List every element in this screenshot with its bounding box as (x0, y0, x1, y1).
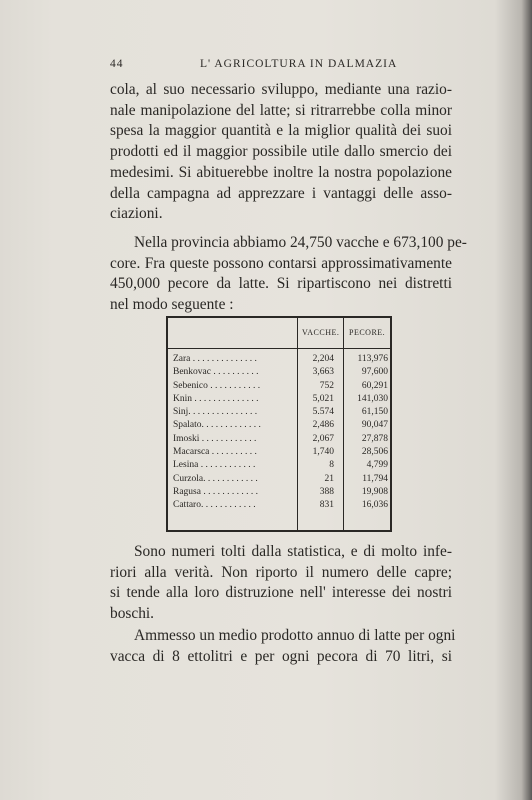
district-cell: Knin . . . . . . . . . . . . . . (173, 393, 259, 404)
table-header (168, 318, 390, 349)
text-line: 450,000 pecore da latte. Si ripartiscono nei distretti (110, 275, 452, 293)
district-cell: Imoski . . . . . . . . . . . . (173, 433, 257, 444)
vacche-cell: 21 (324, 473, 334, 484)
text-line: vacca di 8 ettolitri e per ogni pecora di 70 litri, si (110, 647, 452, 665)
text-line: core. Fra queste possono contarsi approssimativamente (110, 254, 452, 272)
vacche-cell: 5.574 (312, 407, 334, 418)
pecore-cell: 113,976 (357, 354, 388, 364)
text-line: Nella provincia abbiamo 24,750 vacche e 673,100 pe- (134, 234, 467, 251)
pecore-cell: 97,600 (361, 367, 388, 378)
table-row (168, 420, 390, 433)
vacche-cell: 5,021 (312, 393, 334, 404)
district-cell: Macarsca . . . . . . . . . . (173, 447, 257, 458)
table-row (168, 474, 390, 487)
vacche-cell: 2,204 (312, 354, 334, 364)
district-cell: Sebenico . . . . . . . . . . . (173, 380, 261, 391)
vacche-cell: 1,740 (312, 447, 334, 458)
paragraph-4 (110, 626, 456, 667)
text-line: si tende alla loro distruzione nell' interesse dei nostri (110, 584, 452, 602)
text-line: nale manipolazione del latte; si ritrarrebbe colla minor (110, 101, 452, 119)
paragraph-1 (110, 80, 452, 225)
column-header-vacche: VACCHE. (302, 328, 340, 337)
vacche-cell: 2,486 (312, 420, 334, 431)
text-line: della campagna ad apprezzare i vantaggi delle asso- (110, 184, 452, 202)
vacche-cell: 388 (319, 486, 334, 497)
district-cell: Sinj. . . . . . . . . . . . . . . (173, 407, 258, 418)
table-row (168, 447, 390, 460)
text-line: Sono numeri tolti dalla statistica, e di molto infe- (134, 543, 452, 560)
district-cell: Cattaro. . . . . . . . . . . . (173, 500, 256, 511)
text-line: Ammesso un medio prodotto annuo di latte per ogni (134, 627, 456, 644)
pecore-cell: 60,291 (361, 380, 388, 391)
vacche-cell: 2,067 (312, 433, 334, 444)
text-line: medesimi. Si abituerebbe inoltre la nostra popolazione (110, 163, 452, 181)
district-cell: Zara . . . . . . . . . . . . . . (173, 354, 257, 364)
text-line: boschi. (110, 605, 155, 623)
pecore-cell: 27,878 (361, 433, 388, 444)
table-row (168, 487, 390, 500)
pecore-cell: 28,506 (361, 447, 388, 458)
table-body (168, 354, 390, 514)
pecore-cell: 4,799 (366, 460, 388, 471)
pecore-cell: 90,047 (361, 420, 388, 431)
table-row (168, 460, 390, 473)
column-header-pecore: PECORE. (349, 328, 386, 337)
text-line: spesa la maggior quantità e la miglior qualità dei suoi (110, 122, 452, 140)
table-row (168, 434, 390, 447)
district-cell: Lesina . . . . . . . . . . . . (173, 460, 256, 471)
vacche-cell: 8 (329, 460, 334, 471)
paragraph-2 (110, 233, 467, 316)
district-cell: Curzola. . . . . . . . . . . . (173, 473, 258, 484)
table-row (168, 367, 390, 380)
pecore-cell: 11,794 (362, 473, 388, 484)
text-line: prodotti ed il maggior possibile utile dallo smercio dei (110, 143, 452, 161)
table-row (168, 407, 390, 420)
paragraph-3 (110, 542, 452, 625)
district-cell: Benkovac . . . . . . . . . . (173, 367, 259, 378)
pecore-cell: 19,908 (361, 486, 388, 497)
vacche-cell: 3,663 (312, 367, 334, 378)
text-line: cola, al suo necessario sviluppo, mediante una razio- (110, 81, 452, 98)
running-head (110, 58, 462, 76)
pecore-cell: 16,036 (361, 500, 388, 511)
district-cell: Spalato. . . . . . . . . . . . . (173, 420, 261, 431)
livestock-table (166, 316, 392, 532)
pecore-cell: 141,030 (357, 393, 388, 404)
district-cell: Ragusa . . . . . . . . . . . . (173, 486, 258, 497)
running-title: L' AGRICOLTURA IN DALMAZIA (200, 58, 398, 70)
page-number: 44 (110, 58, 124, 70)
text-line: ciazioni. (110, 205, 163, 223)
vacche-cell: 831 (319, 500, 334, 511)
table-row (168, 354, 390, 367)
text-line: nel modo seguente : (110, 296, 234, 314)
text-line: riori alla verità. Non riporto il numero delle capre; (110, 563, 452, 581)
table-row (168, 381, 390, 394)
table-row (168, 500, 390, 513)
table-row (168, 394, 390, 407)
pecore-cell: 61,150 (361, 407, 388, 418)
vacche-cell: 752 (319, 380, 334, 391)
